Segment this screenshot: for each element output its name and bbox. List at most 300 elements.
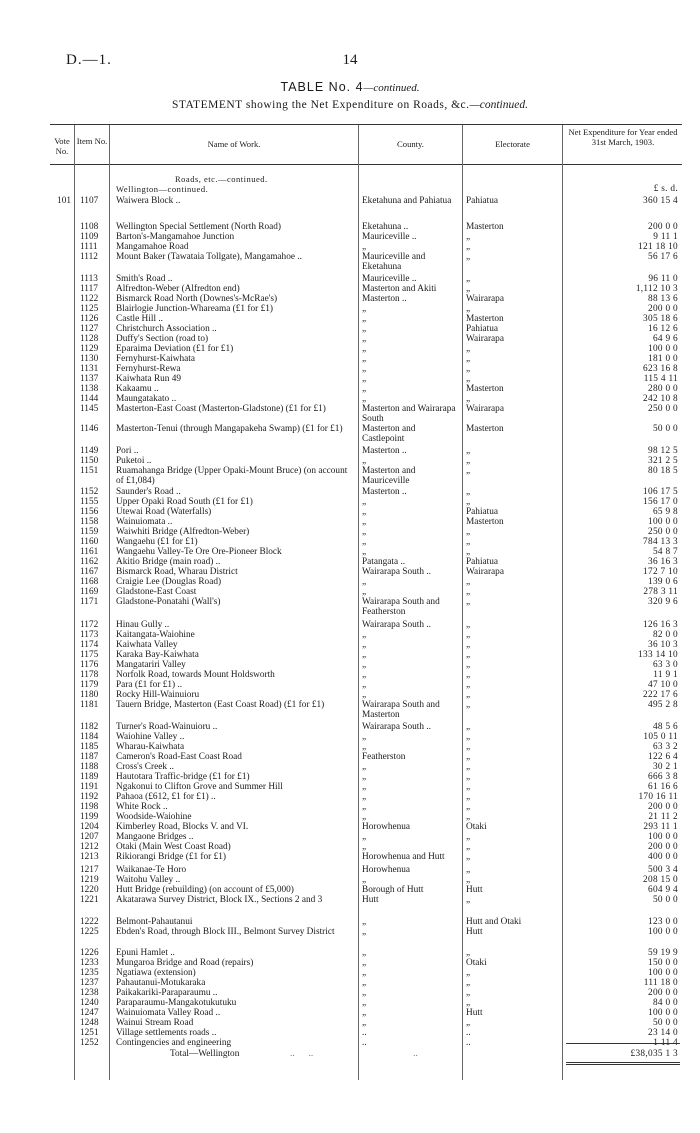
header-name-of-work: Name of Work.: [207, 139, 261, 149]
item-number: 1137: [80, 374, 99, 384]
county-name: „: [362, 374, 367, 384]
work-name: Ruamahanga Bridge (Upper Opaki-Mount Bruce) (on account of £1,084): [116, 466, 348, 486]
net-expenditure: 65 9 8: [652, 507, 678, 517]
item-number: 1251: [80, 1028, 99, 1038]
county-name: „: [362, 772, 367, 782]
work-name: Waiohine Valley ..: [116, 732, 185, 742]
work-name: Masterton-East Coast (Masterton-Gladstone) (£1 for £1): [116, 404, 326, 414]
work-name: Village settlements roads ..: [116, 1028, 217, 1038]
county-name: „: [362, 1018, 367, 1028]
electorate-name: Otaki: [466, 822, 487, 832]
county-name: „: [362, 988, 367, 998]
county-name: „: [362, 577, 367, 587]
item-number: 1111: [80, 242, 98, 252]
header-item: Item No.: [76, 136, 108, 146]
work-name: Waikanae-Te Horo: [116, 865, 187, 875]
item-number: 1173: [80, 630, 99, 640]
section-heading: Roads, etc.—continued.: [175, 174, 268, 184]
county-name: „: [362, 1008, 367, 1018]
county-name: Patangata ..: [362, 557, 406, 567]
electorate-name: „: [466, 284, 471, 294]
item-number: 1235: [80, 968, 99, 978]
county-name: „: [362, 587, 367, 597]
county-name: Featherston: [362, 752, 406, 762]
work-name: Pahautanui-Motukaraka: [116, 978, 206, 988]
item-number: 1150: [80, 456, 99, 466]
work-name: Hutt Bridge (rebuilding) (on account of £5,000): [116, 885, 294, 895]
electorate-name: Wairarapa: [466, 404, 504, 414]
county-name: Masterton and Mauriceville: [362, 466, 416, 486]
net-expenditure: 122 6 4: [648, 752, 678, 762]
work-name: Mangamahoe Road: [116, 242, 189, 252]
work-name: Kaiwhata Valley: [116, 640, 178, 650]
electorate-name: Wairarapa: [466, 334, 504, 344]
work-name: Upper Opaki Road South (£1 for £1): [116, 497, 253, 507]
county-name: „: [362, 948, 367, 958]
work-name: Cross's Creek ..: [116, 762, 174, 772]
page-number: 14: [342, 52, 358, 68]
work-name: Contingencies and engineering: [116, 1038, 232, 1048]
county-name: Wairarapa South and Masterton: [362, 700, 440, 720]
electorate-name: Masterton: [466, 517, 504, 527]
statement-text: STATEMENT showing the Net Expenditure on Roads, &c.: [172, 99, 470, 111]
item-number: 1126: [80, 314, 99, 324]
county-name: Wairarapa South ..: [362, 722, 431, 732]
table-title-main: TABLE No. 4: [280, 80, 364, 94]
work-name: Rocky Hill-Wainuioru: [116, 690, 200, 700]
net-expenditure: 172 7 10: [643, 567, 678, 577]
net-expenditure: 50 0 0: [652, 895, 678, 905]
electorate-name: „: [466, 732, 471, 742]
county-name: Mauriceville ..: [362, 232, 417, 242]
county-name: Masterton and Castlepoint: [362, 424, 416, 444]
net-expenditure: 360 15 4: [643, 196, 678, 206]
county-name: „: [362, 742, 367, 752]
item-number: 1112: [80, 252, 98, 262]
electorate-name: „: [466, 630, 471, 640]
item-number: 1212: [80, 842, 99, 852]
county-name: „: [362, 842, 367, 852]
item-number: 1146: [80, 424, 99, 434]
net-expenditure: 133 14 10: [638, 650, 678, 660]
electorate-name: ..: [466, 1028, 471, 1038]
net-expenditure: 82 0 0: [652, 630, 678, 640]
work-name: Otaki (Main West Coast Road): [116, 842, 231, 852]
item-number: 1169: [80, 587, 99, 597]
net-expenditure: 250 0 0: [648, 527, 678, 537]
item-number: 1222: [80, 917, 99, 927]
work-name: Kimberley Road, Blocks V. and VI.: [116, 822, 249, 832]
net-expenditure: 500 3 4: [648, 865, 678, 875]
electorate-name: „: [466, 620, 471, 630]
work-name: Belmont-Pahautanui: [116, 917, 193, 927]
work-name: Rikiorangi Bridge (£1 for £1): [116, 852, 226, 862]
net-expenditure: 200 0 0: [648, 222, 678, 232]
net-expenditure: 100 0 0: [648, 832, 678, 842]
electorate-name: „: [466, 466, 471, 476]
work-name: Puketoi ..: [116, 456, 152, 466]
county-name: Horowhenua: [362, 822, 411, 832]
county-name: Wairarapa South and Featherston: [362, 597, 440, 617]
electorate-name: „: [466, 998, 471, 1008]
item-number: 1248: [80, 1018, 99, 1028]
header-top-rule: [50, 124, 682, 125]
electorate-name: „: [466, 527, 471, 537]
work-name: Waitohu Valley ..: [116, 875, 181, 885]
col-divider-name: [358, 125, 359, 1080]
item-number: 1182: [80, 722, 99, 732]
net-expenditure: 21 11 2: [648, 812, 678, 822]
county-name: „: [362, 650, 367, 660]
county-name: „: [362, 690, 367, 700]
work-name: Pori ..: [116, 446, 139, 456]
county-name: Wairarapa South ..: [362, 620, 431, 630]
county-name: „: [362, 762, 367, 772]
electorate-name: Pahiatua: [466, 557, 499, 567]
item-number: 1160: [80, 537, 99, 547]
work-name: Woodside-Waiohine: [116, 812, 192, 822]
item-number: 1233: [80, 958, 99, 968]
net-expenditure: 98 12 5: [648, 446, 678, 456]
work-name: Wellington Special Settlement (North Road): [116, 222, 282, 232]
county-name: „: [362, 670, 367, 680]
electorate-name: „: [466, 577, 471, 587]
work-name: Paikakariki-Paraparaumu ..: [116, 988, 218, 998]
item-number: 1207: [80, 832, 99, 842]
work-name: Wharau-Kaiwhata: [116, 742, 185, 752]
header-net-expenditure: Net Expenditure for Year ended 31st March, 1903.: [568, 127, 678, 147]
total-double-rule-1: [566, 1062, 680, 1063]
electorate-name: „: [466, 802, 471, 812]
work-name: Gladstone-Ponatahi (Wall's): [116, 597, 221, 607]
col-divider-electorate: [562, 125, 563, 1080]
county-name: „: [362, 537, 367, 547]
work-name: Smith's Road ..: [116, 274, 173, 284]
county-name: „: [362, 384, 367, 394]
item-number: 1247: [80, 1008, 99, 1018]
county-name: Wairarapa South ..: [362, 567, 431, 577]
work-name: Gladstone-East Coast: [116, 587, 197, 597]
county-name: Masterton and Akiti: [362, 284, 437, 294]
county-name: Masterton ..: [362, 294, 407, 304]
electorate-name: „: [466, 670, 471, 680]
item-number: 1204: [80, 822, 99, 832]
net-expenditure: 604 9 4: [648, 885, 678, 895]
county-name: „: [362, 507, 367, 517]
item-number: 1117: [80, 284, 98, 294]
item-number: 1171: [80, 597, 99, 607]
electorate-name: „: [466, 242, 471, 252]
electorate-name: „: [466, 690, 471, 700]
work-name: Wainuiomata Valley Road ..: [116, 1008, 221, 1018]
net-expenditure: 126 16 3: [643, 620, 678, 630]
net-expenditure: 222 17 6: [643, 690, 678, 700]
header-county: County.: [397, 139, 424, 149]
net-expenditure: 250 0 0: [648, 404, 678, 414]
electorate-name: „: [466, 252, 471, 262]
county-name: „: [362, 958, 367, 968]
item-number: 1145: [80, 404, 99, 414]
electorate-name: Masterton: [466, 222, 504, 232]
county-name: „: [362, 832, 367, 842]
net-expenditure: 1,112 10 3: [635, 284, 678, 294]
item-number: 1125: [80, 304, 99, 314]
county-name: „: [362, 802, 367, 812]
net-expenditure: 495 2 8: [648, 700, 678, 710]
work-name: Wangaehu Valley-Te Ore Ore-Pioneer Block: [116, 547, 282, 557]
work-name: Waiwhiti Bridge (Alfredton-Weber): [116, 527, 250, 537]
net-expenditure: 123 0 0: [648, 917, 678, 927]
work-name: Masterton-Tenui (through Mangapakeha Swamp) (£1 for £1): [116, 424, 343, 434]
work-name: Duffy's Section (road to): [116, 334, 209, 344]
county-name: Masterton and Wairarapa South: [362, 404, 456, 424]
item-number: 1122: [80, 294, 99, 304]
county-name: „: [362, 792, 367, 802]
county-name: Hutt: [362, 895, 379, 905]
county-name: „: [362, 344, 367, 354]
col-divider-item: [109, 125, 110, 1080]
electorate-name: „: [466, 354, 471, 364]
item-number: 1192: [80, 792, 99, 802]
item-number: 1109: [80, 232, 99, 242]
electorate-name: „: [466, 232, 471, 242]
county-name: „: [362, 998, 367, 1008]
net-expenditure: 170 16 11: [638, 792, 678, 802]
county-name: Eketahuna and Pahiatua: [362, 196, 452, 206]
net-expenditure: 280 0 0: [648, 384, 678, 394]
electorate-name: „: [466, 597, 471, 607]
item-number: 1168: [80, 577, 99, 587]
county-name: „: [362, 334, 367, 344]
electorate-name: „: [466, 487, 471, 497]
work-name: Barton's-Mangamahoe Junction: [116, 232, 235, 242]
item-number: 1188: [80, 762, 99, 772]
electorate-name: „: [466, 722, 471, 732]
item-number: 1175: [80, 650, 99, 660]
work-name: Ebden's Road, through Block III., Belmont Survey District: [116, 927, 335, 937]
net-expenditure: 30 2 1: [652, 762, 678, 772]
statement-suffix: —continued.: [469, 99, 528, 111]
net-expenditure: 1 11 4: [653, 1038, 678, 1048]
electorate-name: „: [466, 650, 471, 660]
county-name: „: [362, 680, 367, 690]
work-name: Saunder's Road ..: [116, 487, 181, 497]
electorate-name: „: [466, 968, 471, 978]
net-expenditure: 208 15 0: [643, 875, 678, 885]
electorate-name: „: [466, 344, 471, 354]
net-expenditure: 36 10 3: [648, 640, 678, 650]
work-name: Hautotara Traffic-bridge (£1 for £1): [116, 772, 250, 782]
net-expenditure: 84 0 0: [652, 998, 678, 1008]
county-name: Mauriceville ..: [362, 274, 417, 284]
county-name: Horowhenua: [362, 865, 411, 875]
item-number: 1176: [80, 660, 99, 670]
county-name: „: [362, 394, 367, 404]
item-number: 1127: [80, 324, 99, 334]
work-name: Christchurch Association ..: [116, 324, 217, 334]
county-name: Eketahuna ..: [362, 222, 409, 232]
item-number: 1238: [80, 988, 99, 998]
county-name: „: [362, 456, 367, 466]
net-expenditure: 23 14 0: [648, 1028, 678, 1038]
net-expenditure: 50 0 0: [652, 1018, 678, 1028]
county-name: „: [362, 782, 367, 792]
work-name: Blairlogie Junction-Whareama (£1 for £1): [116, 304, 273, 314]
item-number: 1226: [80, 948, 99, 958]
net-expenditure: 64 9 6: [652, 334, 678, 344]
item-number: 1131: [80, 364, 99, 374]
net-expenditure: 47 10 0: [648, 680, 678, 690]
col-divider-county: [462, 125, 463, 1080]
electorate-name: „: [466, 762, 471, 772]
work-name: Wainui Stream Road: [116, 1018, 194, 1028]
county-name: „: [362, 242, 367, 252]
work-name: Bismarck Road North (Downes's-McRae's): [116, 294, 278, 304]
currency-header: £ s. d.: [653, 184, 678, 194]
item-number: 1237: [80, 978, 99, 988]
electorate-name: Otaki: [466, 958, 487, 968]
electorate-name: „: [466, 700, 471, 710]
item-number: 1172: [80, 620, 99, 630]
net-expenditure: 121 18 10: [638, 242, 678, 252]
county-name: Masterton ..: [362, 446, 407, 456]
net-expenditure: 111 18 0: [643, 978, 678, 988]
item-number: 1220: [80, 885, 99, 895]
electorate-name: „: [466, 782, 471, 792]
table-title-suffix: —continued.: [363, 82, 420, 94]
electorate-name: „: [466, 640, 471, 650]
county-name: „: [362, 364, 367, 374]
net-expenditure: 305 18 6: [643, 314, 678, 324]
electorate-name: Masterton: [466, 384, 504, 394]
net-expenditure: 115 4 11: [643, 374, 678, 384]
net-expenditure: 623 16 8: [643, 364, 678, 374]
work-name: Akitio Bridge (main road) ..: [116, 557, 221, 567]
work-name: Kaitangata-Waiohine: [116, 630, 195, 640]
item-number: 1191: [80, 782, 99, 792]
electorate-name: Masterton: [466, 314, 504, 324]
electorate-name: Hutt and Otaki: [466, 917, 522, 927]
total-leaders: .. .. ..: [290, 1049, 418, 1059]
net-expenditure: 320 9 6: [648, 597, 678, 607]
item-number: 1179: [80, 680, 99, 690]
total-rule: [566, 1043, 680, 1044]
net-expenditure: 88 13 6: [648, 294, 678, 304]
county-name: „: [362, 812, 367, 822]
work-name: Eparaima Deviation (£1 for £1): [116, 344, 234, 354]
county-name: „: [362, 660, 367, 670]
header-electorate: Electorate: [495, 139, 530, 149]
district-heading: Wellington—continued.: [116, 184, 209, 194]
header-vote: Vote No.: [54, 136, 70, 156]
electorate-name: „: [466, 865, 471, 875]
county-name: „: [362, 875, 367, 885]
net-expenditure: 200 0 0: [648, 988, 678, 998]
net-expenditure: 321 2 5: [648, 456, 678, 466]
work-name: Akatarawa Survey District, Block IX., Sections 2 and 3: [116, 895, 323, 905]
work-name: Mangatariri Valley: [116, 660, 186, 670]
electorate-name: „: [466, 304, 471, 314]
work-name: Wainuiomata ..: [116, 517, 173, 527]
work-name: Wangaehu (£1 for £1): [116, 537, 198, 547]
county-name: „: [362, 497, 367, 507]
work-name: Ngakonui to Clifton Grove and Summer Hill: [116, 782, 283, 792]
county-name: „: [362, 917, 367, 927]
item-number: 1189: [80, 772, 99, 782]
county-name: Mauriceville and Eketahuna: [362, 252, 426, 272]
item-number: 1108: [80, 222, 99, 232]
net-expenditure: 9 11 1: [653, 232, 678, 242]
electorate-name: Masterton: [466, 424, 504, 434]
net-expenditure: 200 0 0: [648, 802, 678, 812]
net-expenditure: 200 0 0: [648, 304, 678, 314]
net-expenditure: 96 11 0: [648, 274, 678, 284]
county-name: ..: [362, 1038, 367, 1048]
item-number: 1158: [80, 517, 99, 527]
net-expenditure: 400 0 0: [648, 852, 678, 862]
net-expenditure: 48 5 6: [652, 722, 678, 732]
total-label: Total—Wellington: [170, 1049, 240, 1059]
item-number: 1213: [80, 852, 99, 862]
county-name: „: [362, 547, 367, 557]
work-name: Mungaroa Bridge and Road (repairs): [116, 958, 254, 968]
electorate-name: Hutt: [466, 927, 483, 937]
electorate-name: „: [466, 875, 471, 885]
electorate-name: „: [466, 988, 471, 998]
net-expenditure: 50 0 0: [652, 424, 678, 434]
item-number: 1187: [80, 752, 99, 762]
net-expenditure: 100 0 0: [648, 968, 678, 978]
electorate-name: „: [466, 660, 471, 670]
item-number: 1252: [80, 1038, 99, 1048]
work-name: Mangaone Bridges ..: [116, 832, 194, 842]
electorate-name: „: [466, 497, 471, 507]
work-name: Karaka Bay-Kaiwhata: [116, 650, 199, 660]
electorate-name: „: [466, 274, 471, 284]
net-expenditure: 100 0 0: [648, 927, 678, 937]
work-name: Norfolk Road, towards Mount Holdsworth: [116, 670, 275, 680]
net-expenditure: 150 0 0: [648, 958, 678, 968]
net-expenditure: 784 13 3: [643, 537, 678, 547]
electorate-name: „: [466, 374, 471, 384]
header-bottom-rule: [50, 164, 682, 165]
net-expenditure: 666 3 8: [648, 772, 678, 782]
item-number: 1130: [80, 354, 99, 364]
county-name: „: [362, 527, 367, 537]
item-number: 1161: [80, 547, 99, 557]
electorate-name: „: [466, 547, 471, 557]
electorate-name: „: [466, 752, 471, 762]
work-name: Fernyhurst-Kaiwhata: [116, 354, 196, 364]
work-name: Cameron's Road-East Coast Road: [116, 752, 242, 762]
net-expenditure: 139 0 6: [648, 577, 678, 587]
net-expenditure: 61 16 6: [648, 782, 678, 792]
electorate-name: Hutt: [466, 1008, 483, 1018]
work-name: Ngatiawa (extension): [116, 968, 196, 978]
electorate-name: Pahiatua: [466, 507, 499, 517]
item-number: 1181: [80, 700, 99, 710]
county-name: „: [362, 314, 367, 324]
work-name: Alfredton-Weber (Alfredton end): [116, 284, 240, 294]
county-name: Horowhenua and Hutt: [362, 852, 445, 862]
work-name: Tauern Bridge, Masterton (East Coast Road) (£1 for £1): [116, 700, 325, 710]
electorate-name: „: [466, 456, 471, 466]
item-number: 1225: [80, 927, 99, 937]
county-name: „: [362, 968, 367, 978]
table-title: [0, 80, 700, 94]
electorate-name: „: [466, 587, 471, 597]
work-name: Paraparaumu-Mangakotukutuku: [116, 998, 237, 1008]
